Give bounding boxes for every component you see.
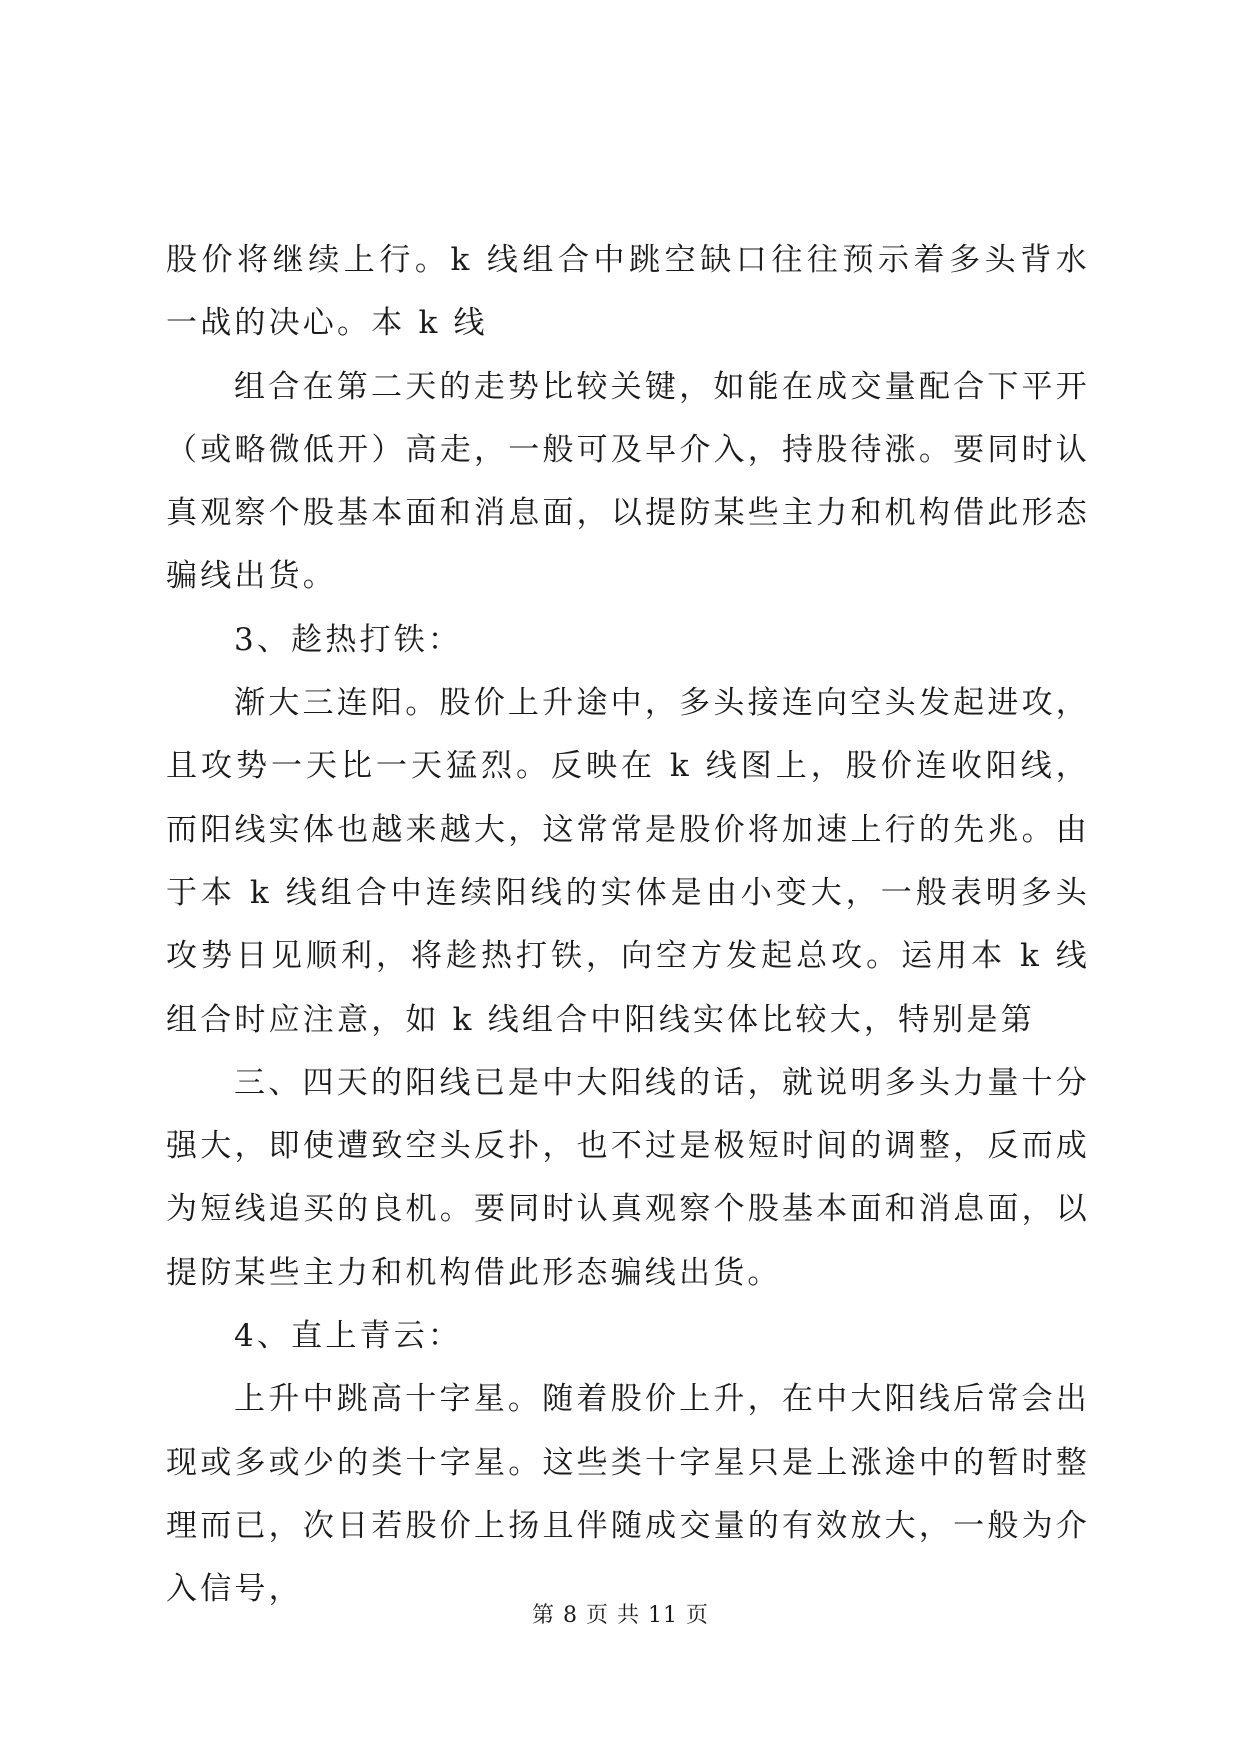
paragraph-1: 股价将继续上行。k 线组合中跳空缺口往往预示着多头背水一战的决心。本 k 线 — [166, 242, 1090, 342]
page-number-footer: 第 8 页 共 11 页 — [532, 1603, 709, 1628]
document-body — [166, 229, 1090, 1622]
paragraph-4: 三、四天的阳线已是中大阳线的话，就说明多头力量十分强大，即使遭致空头反扑，也不过是极短时间的调整，反而成为短线追买的良机。要同时认真观察个股基本面和消息面，以提防某些主力和机构借此形态骗线出货。 — [166, 1064, 1090, 1291]
section-heading-4: 4、直上青云： — [234, 1318, 463, 1355]
paragraph-2: 组合在第二天的走势比较关键，如能在成交量配合下平开（或略微低开）高走，一般可及早介入，持股待涨。要同时认真观察个股基本面和消息面，以提防某些主力和机构借此形态骗线出货。 — [166, 368, 1090, 595]
section-heading-3: 3、趁热打铁： — [234, 621, 463, 658]
paragraph-5: 上升中跳高十字星。随着股价上升，在中大阳线后常会出现或多或少的类十字星。这些类十字星只是上涨途中的暂时整理而已，次日若股价上扬且伴随成交量的有效放大，一般为介入信号， — [166, 1381, 1090, 1608]
paragraph-3: 渐大三连阳。股价上升途中，多头接连向空头发起进攻，且攻势一天比一天猛烈。反映在 k 线图上，股价连收阳线，而阳线实体也越来越大，这常常是股价将加速上行的先兆。由于本 k 线组合中连续阳线的实体是由小变大，一般表明多头攻势日见顺利，将趁热打铁，向空方发起总攻。运用本 k 线组合时应注意，如 k 线组合中阳线实体比较大，特别是第 — [166, 685, 1090, 1038]
